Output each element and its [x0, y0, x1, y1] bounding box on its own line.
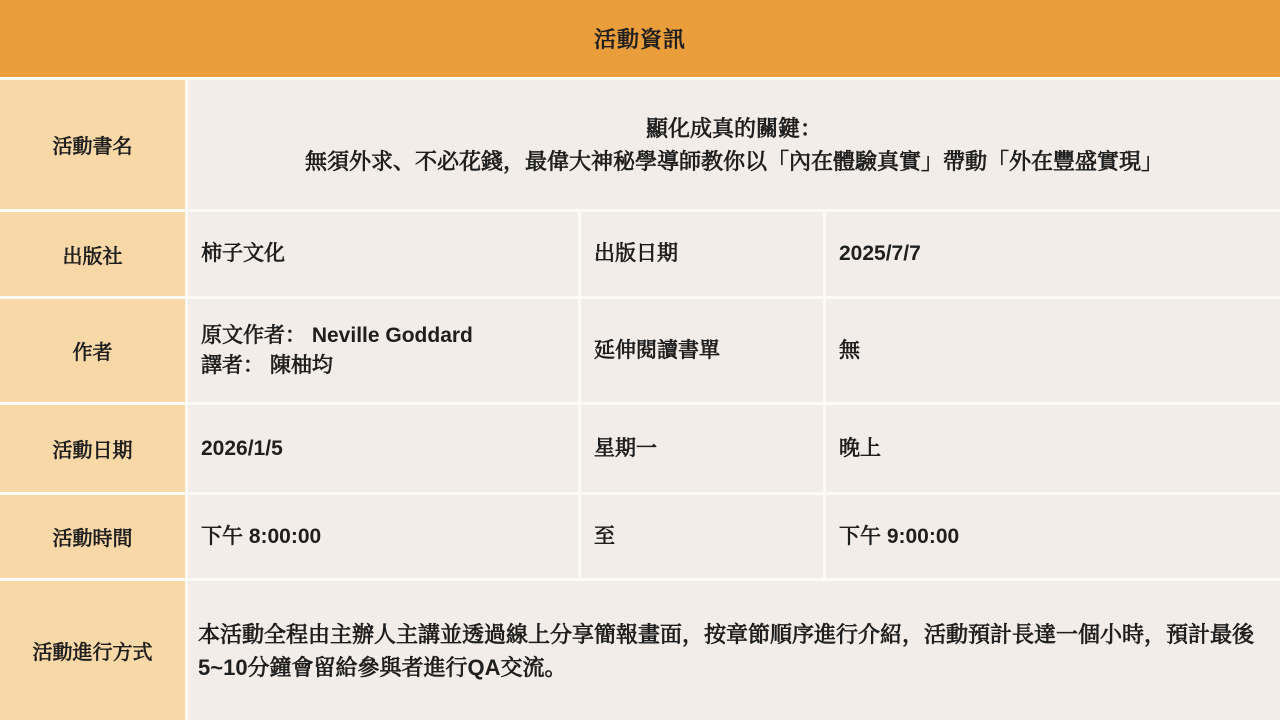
book-title-line1: 顯化成真的關鍵：: [645, 115, 822, 141]
table-title: 活動資訊: [0, 0, 1280, 77]
author-original-line: 原文作者： Neville Goddard: [201, 323, 473, 347]
row-label-event-method: 活動進行方式: [0, 581, 185, 720]
publish-date-value: 2025/7/7: [826, 212, 1280, 296]
row-label-event-date: 活動日期: [0, 405, 185, 492]
time-of-day-value: 晚上: [826, 405, 1280, 492]
author-translator-line: 譯者： 陳柚均: [201, 353, 333, 377]
row-label-event-time: 活動時間: [0, 495, 185, 578]
row-label-book-title: 活動書名: [0, 80, 185, 209]
publish-date-field-label: 出版日期: [581, 212, 823, 296]
reading-list-value: 無: [826, 299, 1280, 402]
start-time-value: 下午 8:00:00: [188, 495, 578, 578]
row-label-author: 作者: [0, 299, 185, 402]
publisher-value: 柿子文化: [188, 212, 578, 296]
event-date-value: 2026/1/5: [188, 405, 578, 492]
weekday-value: 星期一: [581, 405, 823, 492]
row-label-publisher: 出版社: [0, 212, 185, 296]
author-value-cell: [188, 299, 578, 402]
book-title-line2: 無須外求、不必花錢，最偉大神秘學導師教你以「內在體驗真實」帶動「外在豐盛實現」: [304, 148, 1163, 174]
reading-list-field-label: 延伸閱讀書單: [581, 299, 823, 402]
book-title-cell: [188, 80, 1280, 209]
end-time-value: 下午 9:00:00: [826, 495, 1280, 578]
event-method-text: 本活動全程由主辦人主講並透過線上分享簡報畫面，按章節順序進行介紹，活動預計長達一個小時，預計最後5~10分鐘會留給參與者進行QA交流。: [188, 581, 1280, 720]
to-label: 至: [581, 495, 823, 578]
